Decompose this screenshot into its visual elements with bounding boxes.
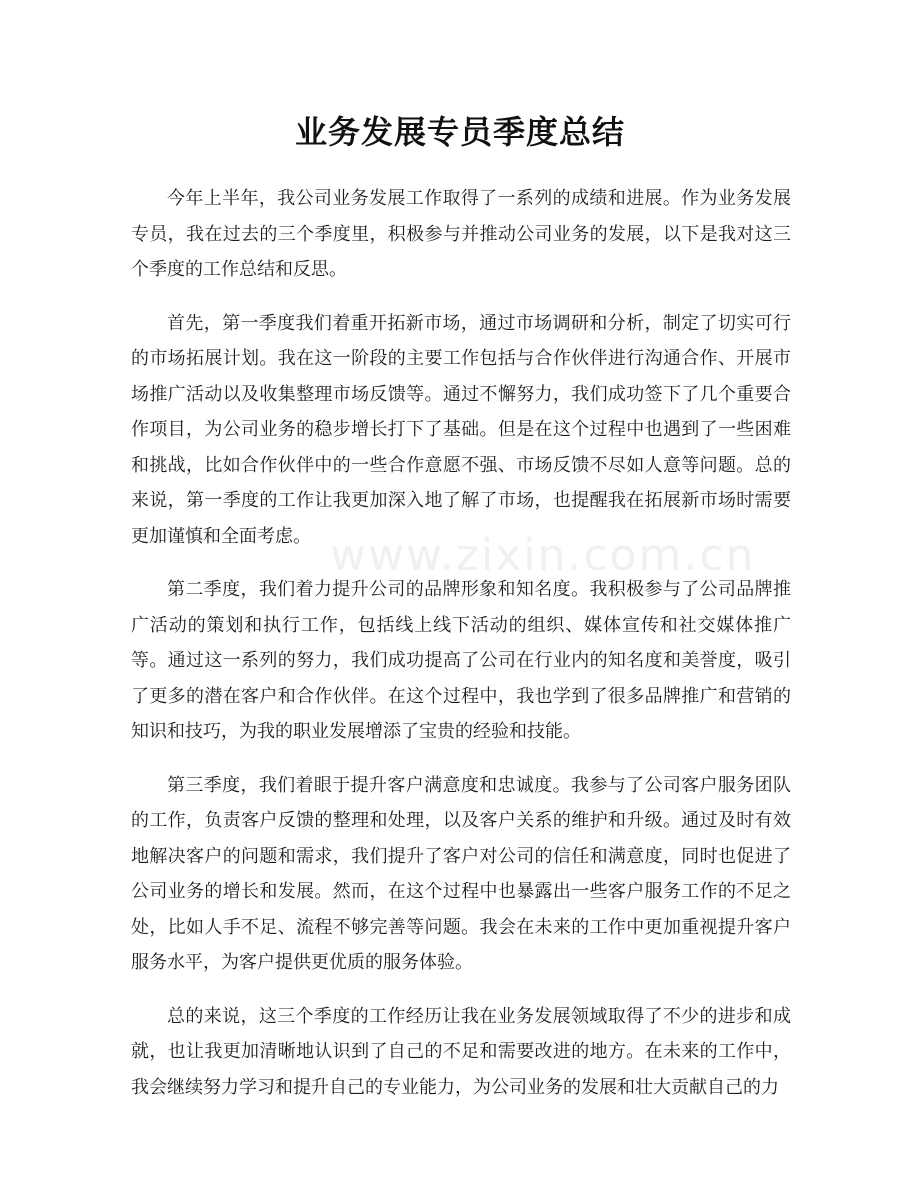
paragraph-q1: 首先，第一季度我们着重开拓新市场，通过市场调研和分析，制定了切实可行的市场拓展计划。我在这一阶段的主要工作包括与合作伙伴进行沟通合作、开展市场推广活动以及收集整理市场反馈等。通过不懈努力，我们成功签下了几个重要合作项目，为公司业务的稳步增长打下了基础。但是在这个过程中也遇到了一些困难和挑战，比如合作伙伴中的一些合作意愿不强、市场反馈不尽如人意等问题。总的来说，第一季度的工作让我更加深入地了解了市场，也提醒我在拓展新市场时需要更加谨慎和全面考虑。 <box>131 312 791 547</box>
watermark: www.zixin.com.cn <box>330 530 756 581</box>
document-body <box>131 181 791 1123</box>
paragraph-q2: 第二季度，我们着力提升公司的品牌形象和知名度。我积极参与了公司品牌推广活动的策划和执行工作，包括线上线下活动的组织、媒体宣传和社交媒体推广等。通过这一系列的努力，我们成功提高了公司在行业内的知名度和美誉度，吸引了更多的潜在客户和合作伙伴。在这个过程中，我也学到了很多品牌推广和营销的知识和技巧，为我的职业发展增添了宝贵的经验和技能。 <box>131 579 791 742</box>
paragraph-q3: 第三季度，我们着眼于提升客户满意度和忠诚度。我参与了公司客户服务团队的工作，负责客户反馈的整理和处理，以及客户关系的维护和升级。通过及时有效地解决客户的问题和需求，我们提升了客户对公司的信任和满意度，同时也促进了公司业务的增长和发展。然而，在这个过程中也暴露出一些客户服务工作的不足之处，比如人手不足、流程不够完善等问题。我会在未来的工作中更加重视提升客户服务水平，为客户提供更优质的服务体验。 <box>131 774 791 973</box>
paragraph-summary: 总的来说，这三个季度的工作经历让我在业务发展领域取得了不少的进步和成就，也让我更加清晰地认识到了自己的不足和需要改进的地方。在未来的工作中，我会继续努力学习和提升自己的专业能力，为公司业务的发展和壮大贡献自己的力 <box>131 1005 791 1098</box>
document-title: 业务发展专员季度总结 <box>294 113 625 151</box>
paragraph-intro: 今年上半年，我公司业务发展工作取得了一系列的成绩和进展。作为业务发展专员，我在过去的三个季度里，积极参与并推动公司业务的发展，以下是我对这三个季度的工作总结和反思。 <box>131 188 791 280</box>
